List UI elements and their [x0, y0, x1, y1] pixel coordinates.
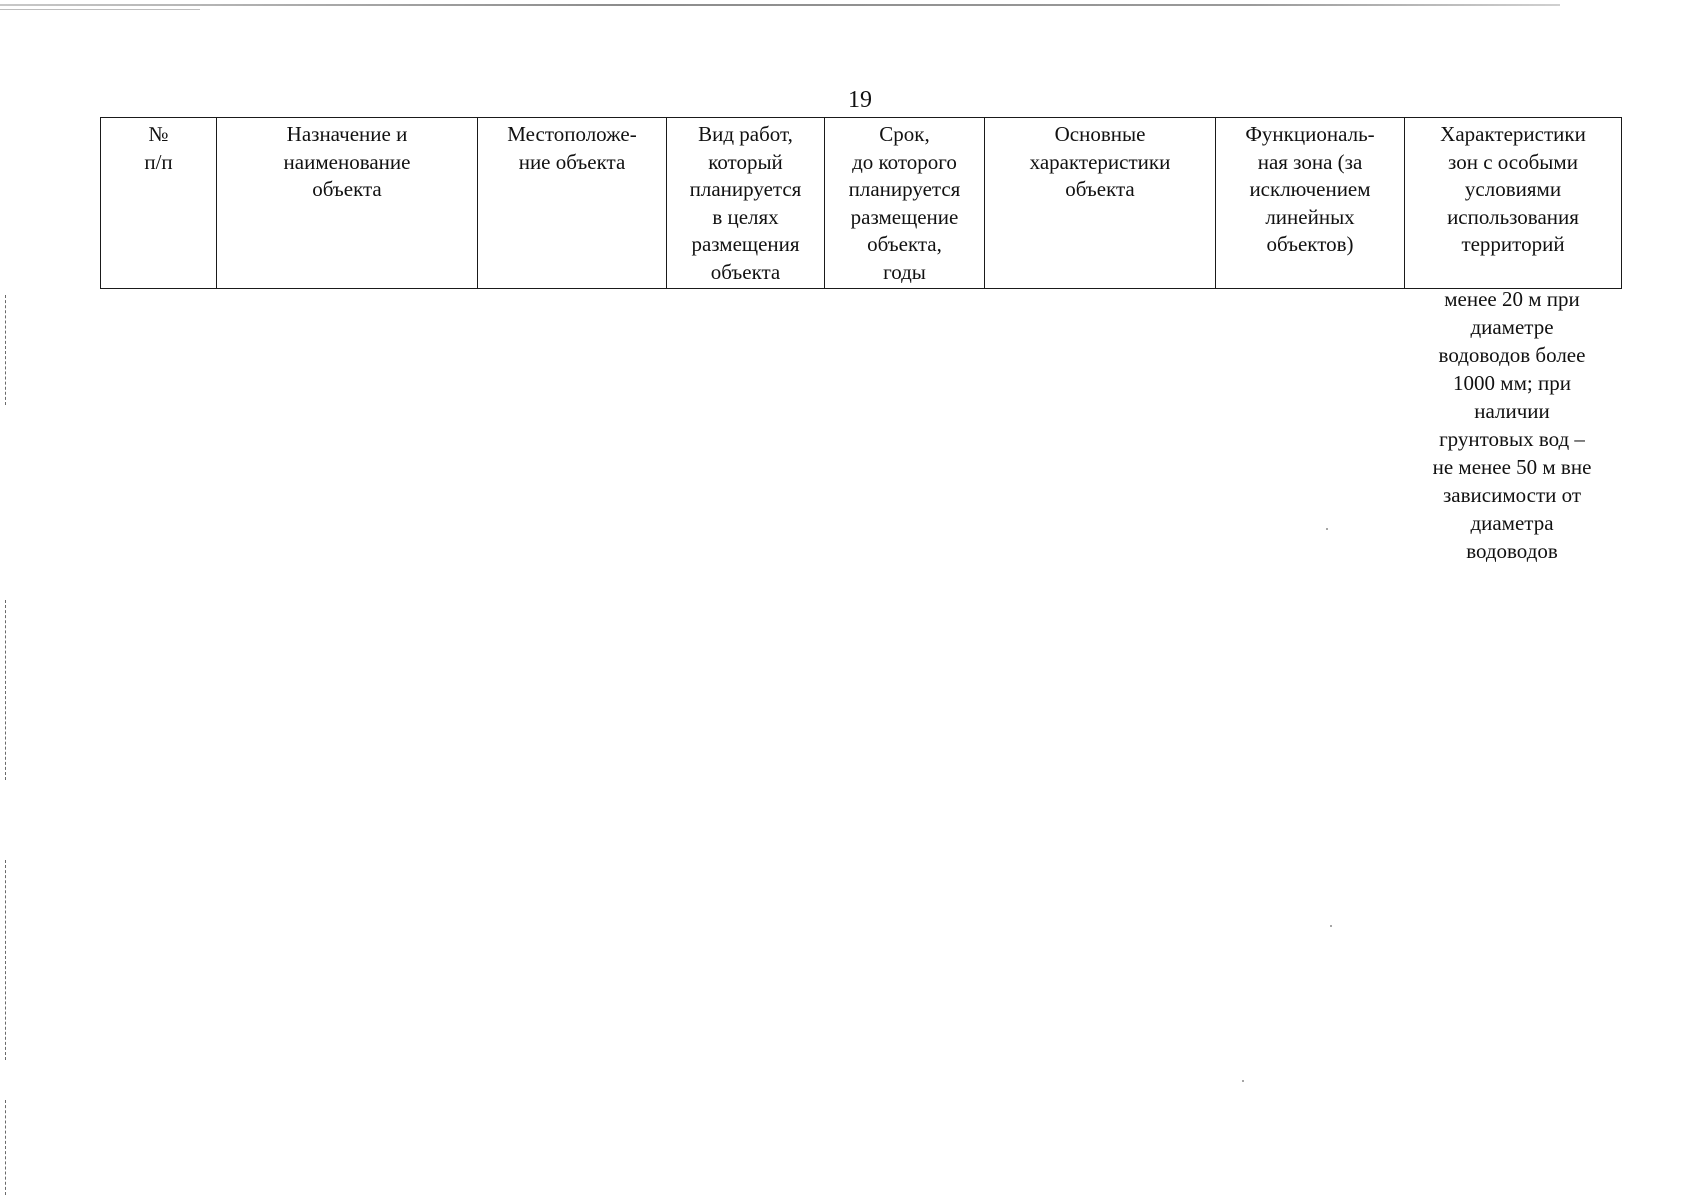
header-main-characteristics — [985, 118, 1216, 289]
text-line: наименование — [283, 149, 411, 174]
header-deadline — [825, 118, 985, 289]
text-line: Назначение и — [286, 122, 408, 146]
scan-speck — [1330, 925, 1332, 927]
text-line: Основные — [1054, 122, 1146, 146]
text-line: водоводов более — [1438, 343, 1586, 367]
text-line: зон с особыми — [1448, 149, 1578, 174]
text-line: размещение — [850, 204, 959, 229]
text-line: линейных — [1265, 204, 1355, 229]
text-line: ние объекта — [518, 149, 626, 174]
text-line: 1000 мм; при — [1453, 371, 1571, 395]
page-number: 19 — [848, 87, 872, 113]
text-line: использования — [1447, 204, 1579, 229]
text-line: годы — [883, 259, 926, 284]
text-line: грунтовых вод – — [1439, 427, 1585, 451]
text-line: диаметра — [1470, 511, 1554, 535]
text-line: до которого — [852, 149, 957, 174]
header-purpose-name — [217, 118, 478, 289]
scan-left-margin-mark — [5, 1100, 7, 1195]
text-line: Срок, — [879, 122, 930, 146]
text-line: условиями — [1464, 177, 1562, 201]
text-line: Характеристики — [1440, 122, 1586, 146]
text-line: водоводов — [1466, 539, 1558, 563]
scan-speck — [1326, 528, 1328, 530]
text-line: менее 20 м при — [1444, 287, 1580, 311]
text-line: п/п — [144, 149, 173, 174]
scan-speck — [1242, 1080, 1244, 1082]
header-special-zones — [1405, 118, 1622, 289]
text-line: характеристики — [1029, 149, 1171, 174]
scan-left-margin-mark — [5, 860, 7, 1060]
header-number — [101, 118, 217, 289]
header-work-type — [667, 118, 825, 289]
text-line: Местоположе- — [507, 122, 637, 146]
text-line: диаметре — [1470, 315, 1554, 339]
text-line: зависимости от — [1442, 483, 1582, 507]
scan-left-margin-mark — [5, 295, 7, 405]
text-line: объекта — [312, 177, 382, 201]
text-line: планируется — [848, 177, 961, 201]
text-line: размещения — [691, 232, 800, 256]
text-line: объекта, — [867, 232, 942, 256]
text-line: территорий — [1461, 232, 1565, 256]
text-line: объекта — [710, 259, 781, 284]
scan-edge-line — [0, 9, 200, 10]
text-line: объектов) — [1266, 232, 1354, 256]
text-line: не менее 50 м вне — [1432, 455, 1592, 479]
header-location — [478, 118, 667, 289]
continuation-text — [1405, 285, 1619, 565]
scan-edge-line — [0, 4, 1560, 6]
header-functional-zone — [1216, 118, 1405, 289]
text-line: который — [708, 149, 783, 174]
text-line: в целях — [712, 204, 779, 229]
scan-left-margin-mark — [5, 600, 7, 780]
table-header-row — [101, 118, 1622, 289]
text-line: ная зона (за — [1257, 149, 1363, 174]
text-line: объекта — [1065, 177, 1135, 201]
text-line: наличии — [1474, 399, 1550, 423]
text-line: исключением — [1249, 177, 1371, 201]
object-placement-table — [100, 117, 1622, 289]
text-line: планируется — [689, 177, 802, 201]
text-line: № — [148, 122, 169, 146]
text-line: Функциональ- — [1245, 122, 1375, 146]
text-line: Вид работ, — [698, 122, 793, 146]
